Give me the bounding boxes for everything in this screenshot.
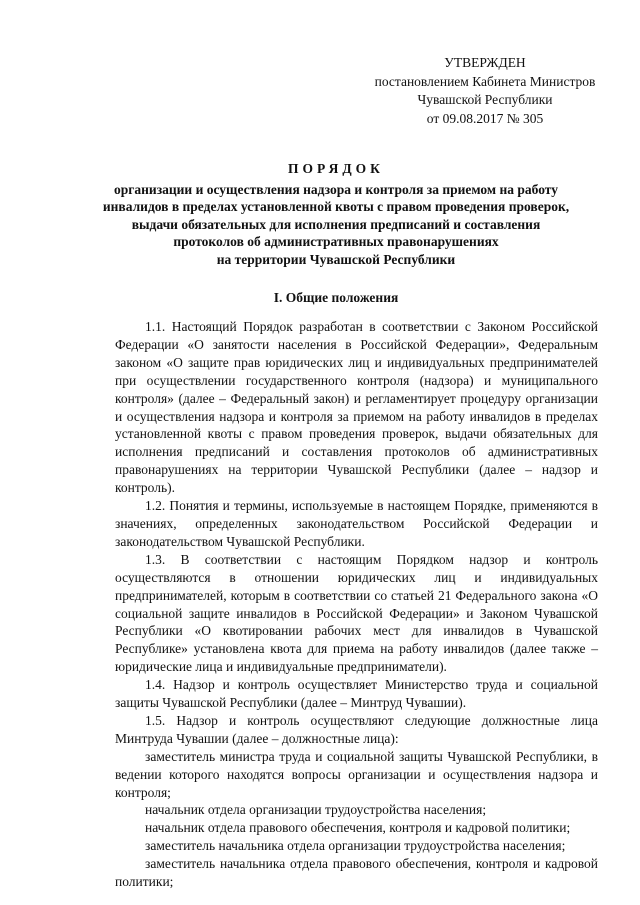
- subtitle-line: инвалидов в пределах установленной квоты с правом проведения проверок,: [102, 199, 570, 214]
- subtitle-line: организации и осуществления надзора и контроля за приемом на работу: [114, 181, 558, 197]
- subtitle-line: протоколов об административных правонарушениях: [173, 234, 499, 249]
- document-subtitle: [84, 181, 588, 269]
- paragraph-1-2: 1.2. Понятия и термины, используемые в настоящем Порядке, применяются в значениях, определенных законодательством Российской Федерации и законодательством Чувашской Республики.: [115, 498, 598, 549]
- approval-stamp: [360, 54, 610, 128]
- paragraph-1-3: 1.3. В соответствии с настоящим Порядком надзор и контроль осуществляются в отношении юридических лиц и индивидуальных предпринимателей, которым в соответствии со статьей 21 Федерального закона «О социальной защите инвалидов в Российской Федерации» и Законом Чувашской Республики «О квотировании рабочих мест для инвалидов в Чувашской Республике» установлена квота для приема на работу инвалидов (далее также – юридические лица и индивидуальные предприниматели).: [115, 551, 598, 675]
- document-body: [115, 318, 598, 891]
- document-title: ПОРЯДОК: [288, 161, 384, 176]
- subtitle-line: на территории Чувашской Республики: [216, 251, 456, 267]
- official-list-item: заместитель начальника отдела правового обеспечения, контроля и кадровой политики;: [115, 856, 598, 890]
- official-list-item: начальник отдела правового обеспечения, контроля и кадровой политики;: [145, 820, 571, 836]
- official-list-item: заместитель министра труда и социальной защиты Чувашской Республики, в ведении которого находятся вопросы организации и осуществления надзора и контроля;: [115, 748, 598, 800]
- paragraph-1-1: 1.1. Настоящий Порядок разработан в соответствии с Законом Российской Федерации «О занятости населения в Российской Федерации», Федеральным законом «О защите прав юридических лиц и индивидуальных предпринимателей при осуществлении государственного контроля (надзора) и муниципального контроля» (далее – Федеральный закон) и регламентирует процедуру организации и осуществления надзора и контроля за приемом на работу инвалидов в пределах установленной квоты с правом проведения проверок, выдачи обязательных для исполнения предписаний и составления протоколов об административных правонарушениях на территории Чувашской Республики (далее – надзор и контроль).: [115, 319, 598, 496]
- paragraph-1-4: 1.4. Надзор и контроль осуществляет Министерство труда и социальной защиты Чувашской Республики (далее – Минтруд Чувашии).: [115, 677, 598, 711]
- approval-republic: Чувашской Республики: [417, 92, 553, 107]
- document-title-block: [84, 160, 588, 268]
- subtitle-line: выдачи обязательных для исполнения предписаний и составления: [131, 216, 541, 232]
- approval-date-number: от 09.08.2017 № 305: [426, 110, 544, 126]
- section-heading: I. Общие положения: [273, 290, 399, 305]
- official-list-item: начальник отдела организации трудоустройства населения;: [145, 802, 487, 818]
- approval-resolution: постановлением Кабинета Министров: [374, 73, 596, 89]
- paragraph-1-5: 1.5. Надзор и контроль осуществляют следующие должностные лица Минтруда Чувашии (далее – должностные лица):: [115, 712, 598, 746]
- official-list-item: заместитель начальника отдела организации трудоустройства населения;: [145, 838, 566, 854]
- approval-title: УТВЕРЖДЕН: [444, 55, 526, 70]
